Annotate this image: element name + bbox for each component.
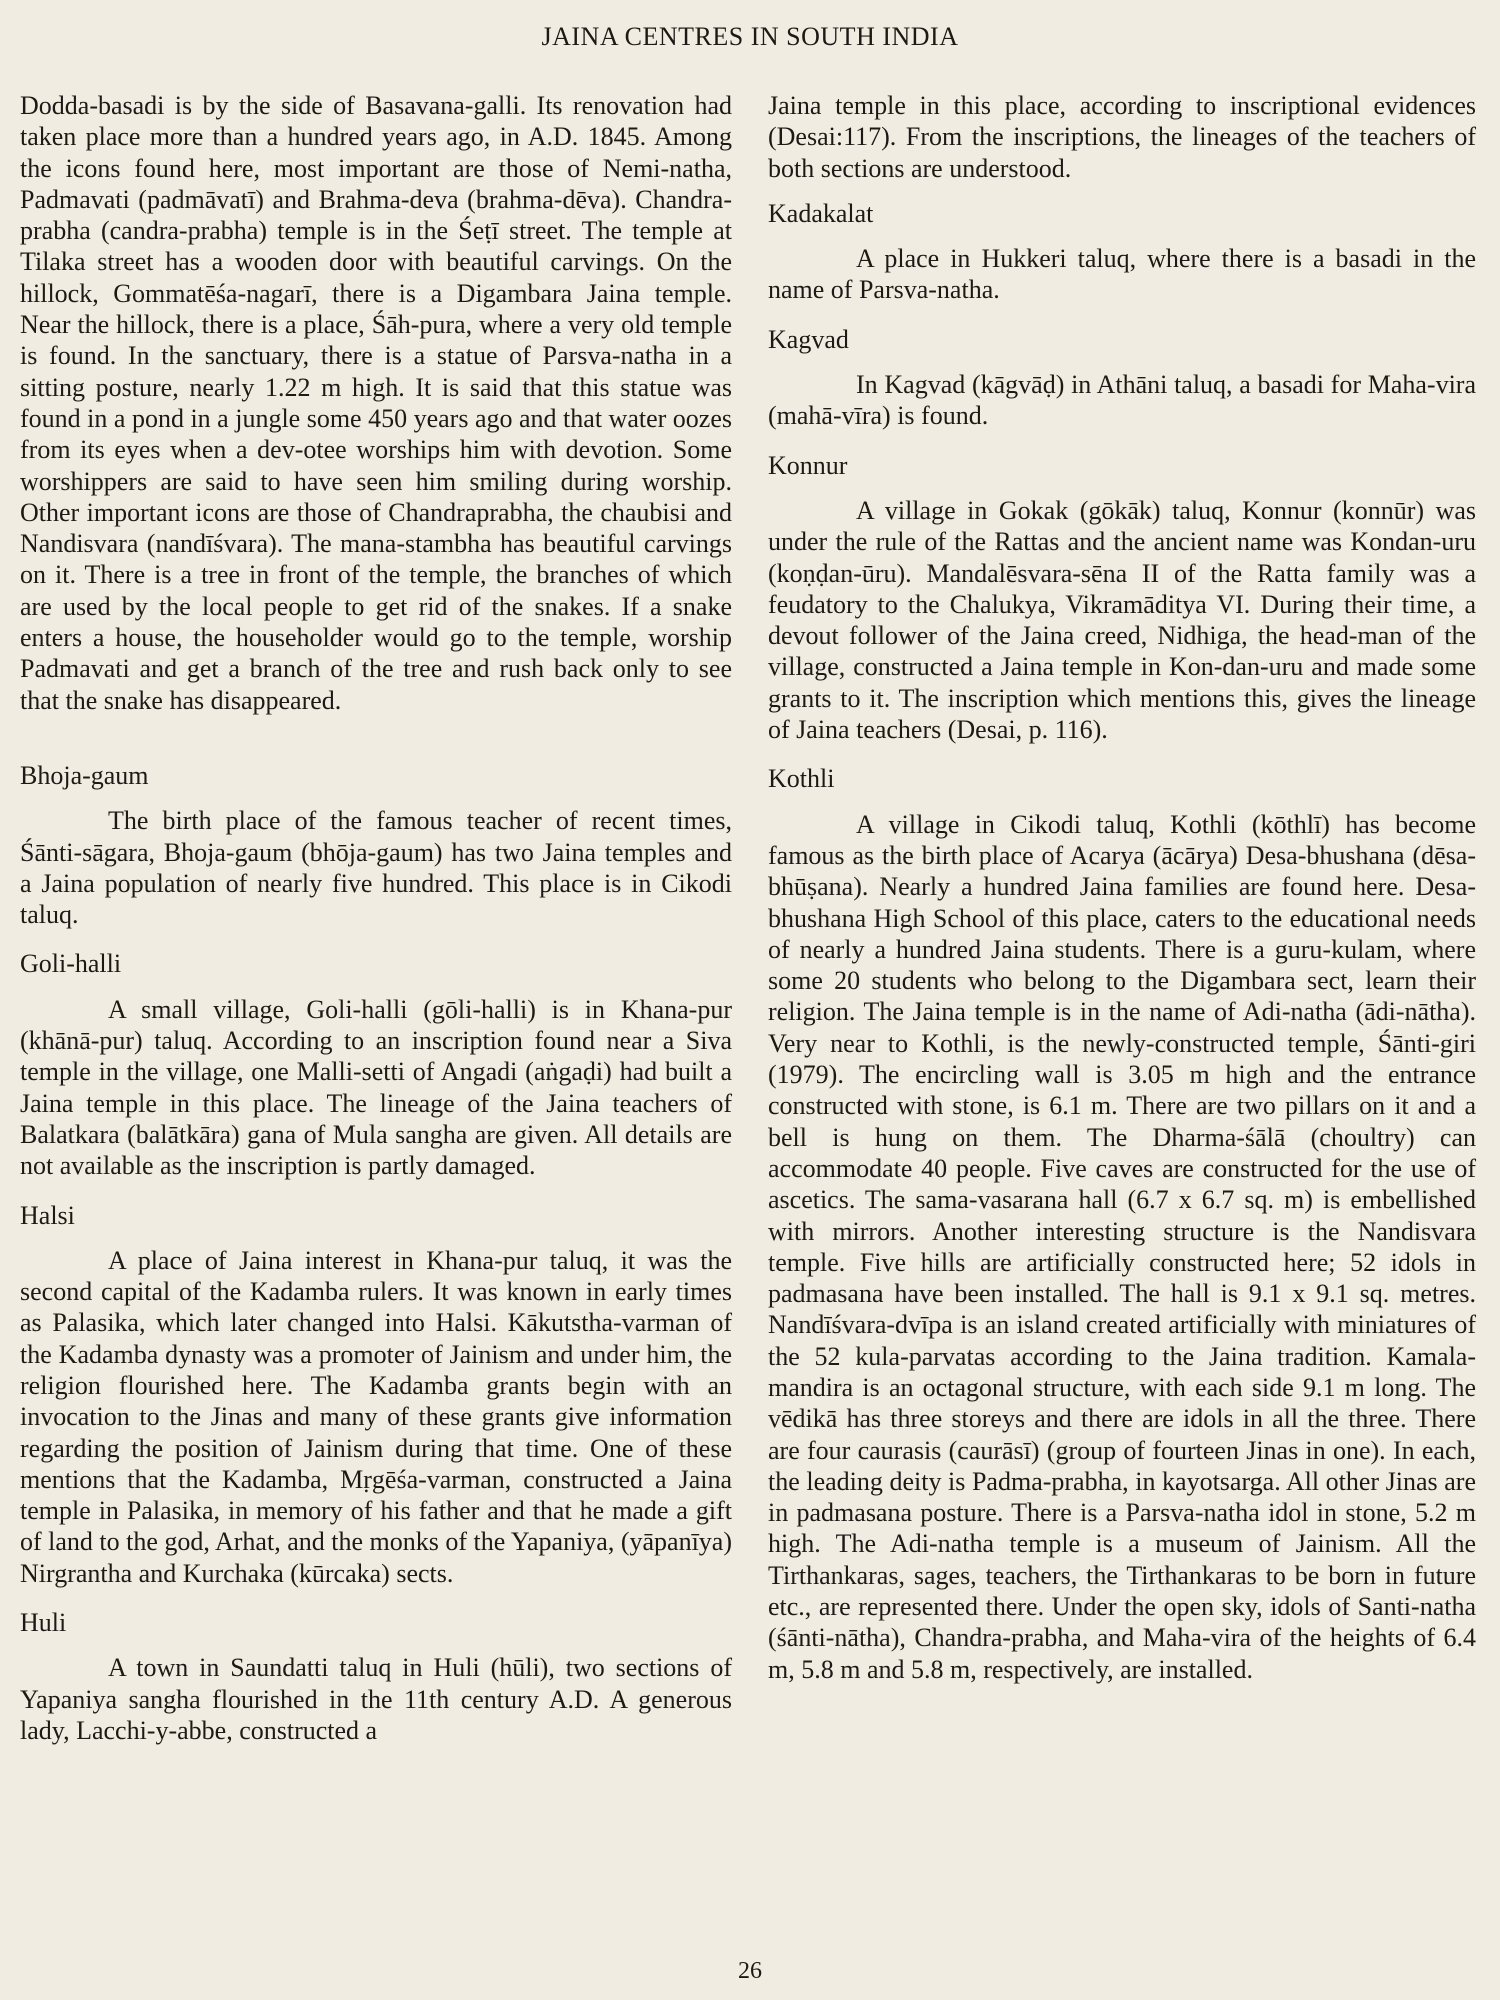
intro-paragraph: Dodda-basadi is by the side of Basavana-galli. Its renovation had taken place more than a hundred years ago, in A.D. 1845. Among the icons found here, most important are those of Nemi-natha, Padmavati (padmāvatī) and Brahma-deva (brahma-dēva). Chandra-prabha (candra-prabha) temple is in the Śeṭī street. The temple at Tilaka street has a wooden door with beautiful carvings. On the hillock, Gommatēśa-nagarī, there is a Digambara Jaina temple. Near the hillock, there is a place, Śāh-pura, where a very old temple is found. In the sanctuary, there is a statue of Parsva-natha in a sitting posture, nearly 1.22 m high. It is said that this statue was found in a pond in a jungle some 450 years ago and that water oozes from its eyes when a dev-otee worships him with devotion. Some worshippers are said to have seen him smiling during worship. Other important icons are those of Chandraprabha, the chaubisi and Nandisvara (nandīśvara). The mana-stambha has beautiful carvings on it. There is a tree in front of the temple, the branches of which are used by the local people to get rid of the snakes. If a snake enters a house, the householder would go to the temple, worship Padmavati and get a branch of the tree and rush back only to see that the snake has disappeared.: [20, 91, 732, 715]
page-number: 26: [738, 1958, 762, 1984]
right-column: [768, 90, 1476, 1685]
heading-kagvad: Kagvad: [768, 324, 849, 354]
heading-konnur: Konnur: [768, 450, 848, 480]
paragraph-kothli: A village in Cikodi taluq, Kothli (kōthlī) has become famous as the birth place of Acarya (ācārya) Desa-bhushana (dēsa-bhūṣana). Nearly a hundred Jaina families are found here. Desa-bhushana High School of this place, caters to the educational needs of nearly a hundred Jaina students. There is a guru-kulam, where some 20 students who belong to the Digambara sect, learn their religion. The Jaina temple is in the name of Adi-natha (ādi-nātha). Very near to Kothli, is the newly-constructed temple, Śānti-giri (1979). The encircling wall is 3.05 m high and the entrance constructed with stone, is 6.1 m. There are two pillars on it and a bell is hung on them. The Dharma-śālā (choultry) can accommodate 40 people. Five caves are constructed for the use of ascetics. The sama-vasarana hall (6.7 x 6.7 sq. m) is embellished with mirrors. Another interesting structure is the Nandisvara temple. Five hills are artificially constructed here; 52 idols in padmasana have been installed. The hall is 9.1 x 9.1 sq. metres. Nandīśvara-dvīpa is an island created artificially with miniatures of the 52 kula-parvatas according to the Jaina tradition. Kamala-mandira is an octagonal structure, with each side 9.1 m long. The vēdikā has three storeys and there are idols in all the three. There are four caurasis (caurāsī) (group of fourteen Jinas in one). In each, the leading deity is Padma-prabha, in kayotsarga. All other Jinas are in padmasana posture. There is a Parsva-natha idol in stone, 5.2 m high. The Adi-natha temple is a museum of Jainism. All the Tirthankaras, sages, teachers, the Tirthankaras to be born in future etc., are represented there. Under the open sky, idols of Santi-natha (śānti-nātha), Chandra-prabha, and Maha-vira of the heights of 6.4 m, 5.8 m and 5.8 m, respectively, are installed.: [768, 809, 1476, 1684]
heading-halsi: Halsi: [20, 1200, 75, 1230]
heading-huli: Huli: [20, 1608, 67, 1638]
heading-kadakalat: Kadakalat: [768, 198, 874, 228]
paragraph-kadakalat: A place in Hukkeri taluq, where there is a basadi in the name of Parsva-natha.: [768, 244, 1476, 305]
heading-bhoja-gaum: Bhoja-gaum: [20, 760, 149, 790]
paragraph-goli-halli: A small village, Goli-halli (gōli-halli) is in Khana-pur (khānā-pur) taluq. According to an inscription found near a Siva temple in the village, one Malli-setti of Angadi (aṅgaḍi) had built a Jaina temple in this place. The lineage of the Jaina teachers of Balatkara (balātkāra) gana of Mula sangha are given. All details are not available as the inscription is partly damaged.: [20, 994, 732, 1181]
paragraph-konnur: A village in Gokak (gōkāk) taluq, Konnur (konnūr) was under the rule of the Rattas and the ancient name was Kondan-uru (koṇḍan-ūru). Mandalēsvara-sēna II of the Ratta family was a feudatory to the Chalukya, Vikramāditya VI. During their time, a devout follower of the Jaina creed, Nidhiga, the head-man of the village, constructed a Jaina temple in Kon-dan-uru and made some grants to it. The inscription which mentions this, gives the lineage of Jaina teachers (Desai, p. 116).: [768, 495, 1476, 745]
paragraph-bhoja-gaum: The birth place of the famous teacher of recent times, Śānti-sāgara, Bhoja-gaum (bhōja-gaum) has two Jaina temples and a Jaina population of nearly five hundred. This place is in Cikodi taluq.: [20, 806, 732, 930]
heading-kothli: Kothli: [768, 764, 835, 794]
paragraph-halsi: A place of Jaina interest in Khana-pur taluq, it was the second capital of the Kadamba rulers. It was known in early times as Palasika, which later changed into Halsi. Kākutstha-varman of the Kadamba dynasty was a promoter of Jainism and under him, the religion flourished here. The Kadamba grants begin with an invocation to the Jinas and many of these grants give information regarding the position of Jainism during that time. One of these mentions that the Kadamba, Mṛgēśa-varman, constructed a Jaina temple in Palasika, in memory of his father and that he made a gift of land to the god, Arhat, and the monks of the Yapaniya, (yāpanīya) Nirgrantha and Kurchaka (kūrcaka) sects.: [20, 1245, 732, 1588]
paragraph-huli: A town in Saundatti taluq in Huli (hūli), two sections of Yapaniya sangha flourished in the 11th century A.D. A generous lady, Lacchi-y-abbe, constructed a: [20, 1653, 732, 1745]
paragraph-kagvad: In Kagvad (kāgvāḍ) in Athāni taluq, a basadi for Maha-vira (mahā-vīra) is found.: [768, 370, 1476, 431]
running-head: JAINA CENTRES IN SOUTH INDIA: [541, 22, 959, 51]
continued-paragraph: Jaina temple in this place, according to inscriptional evidences (Desai:117). From the inscriptions, the lineages of the teachers of both sections are understood.: [768, 91, 1476, 183]
left-column: [20, 90, 732, 1746]
heading-goli-halli: Goli-halli: [20, 949, 122, 979]
